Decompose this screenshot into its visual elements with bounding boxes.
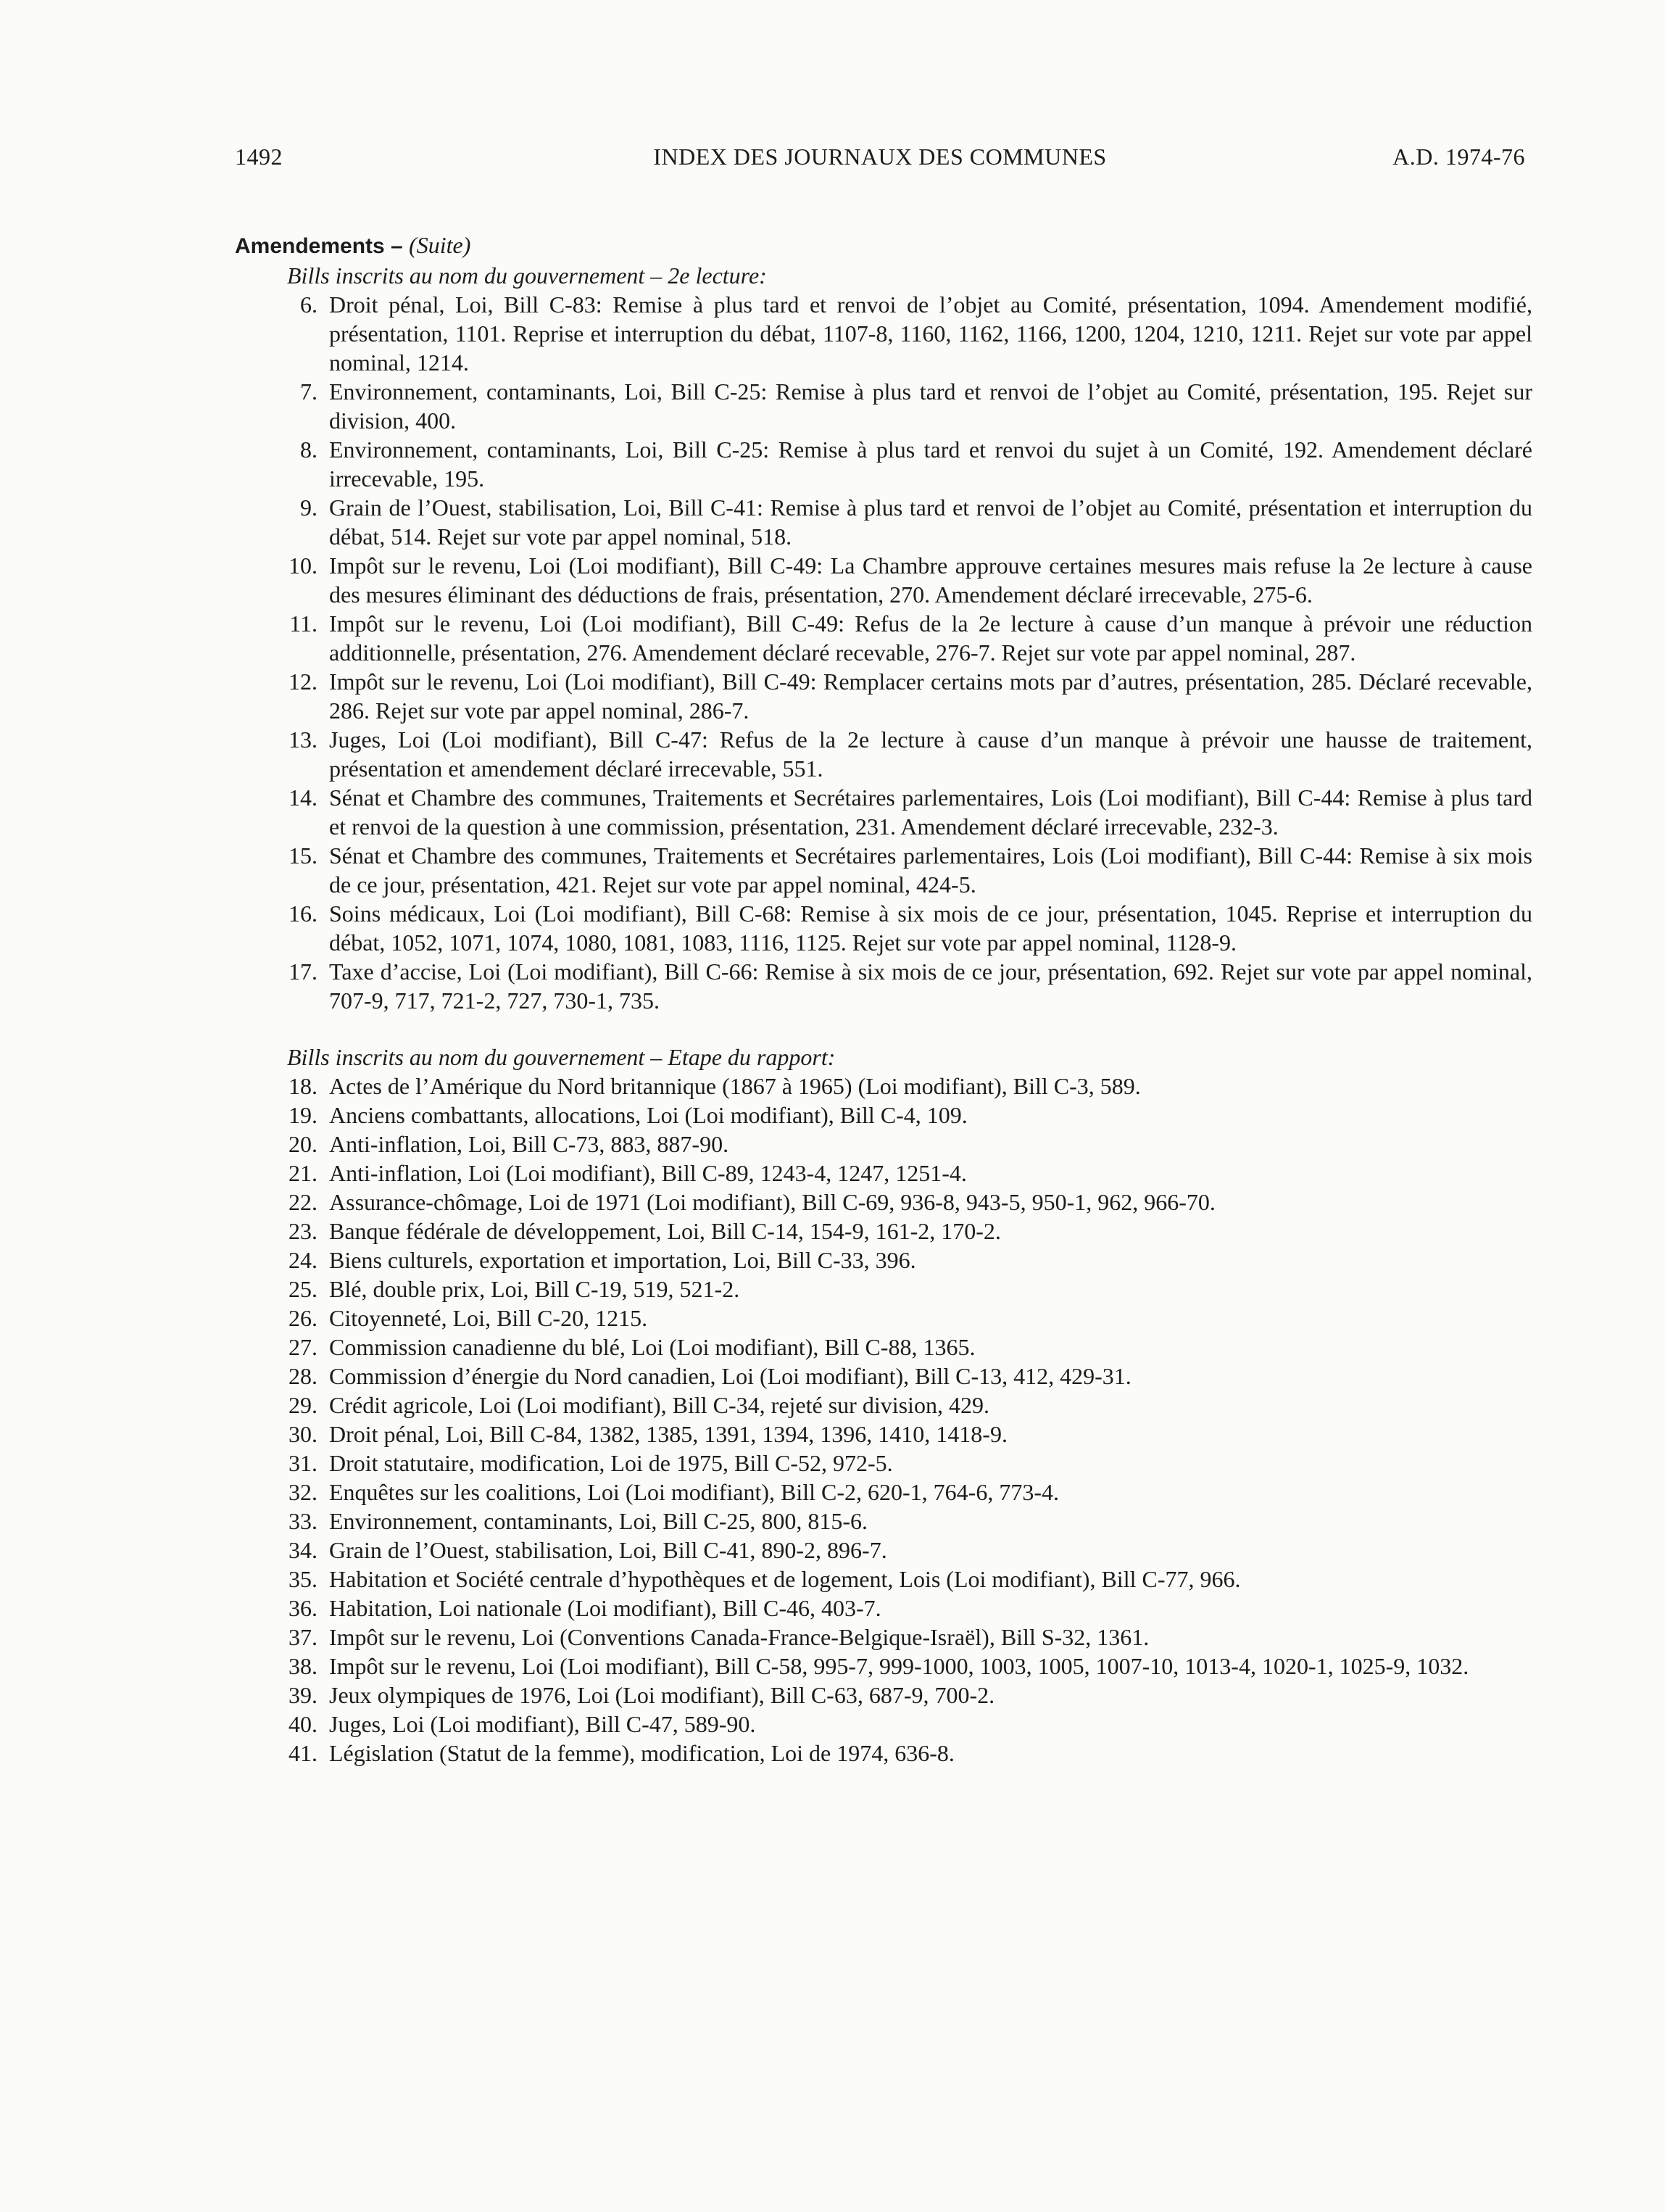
- index-item: [235, 899, 1532, 957]
- index-item: [235, 1739, 1532, 1768]
- index-item: [235, 1478, 1532, 1507]
- index-item: [235, 1536, 1532, 1565]
- index-item: [235, 1188, 1532, 1217]
- index-item-number: 17.: [288, 958, 317, 985]
- index-item-text: Jeux olympiques de 1976, Loi (Loi modifiant), Bill C-63, 687-9, 700-2.: [329, 1682, 995, 1708]
- index-item-text: Enquêtes sur les coalitions, Loi (Loi modifiant), Bill C-2, 620-1, 764-6, 773-4.: [329, 1479, 1059, 1505]
- index-item-number: 28.: [288, 1363, 317, 1389]
- index-item-text: Sénat et Chambre des communes, Traitements et Secrétaires parlementaires, Lois (Loi modifiant), Bill C-44: Remise à plus tard et renvoi de la question à une commission, présentation, 231. Amendement déclaré irrecevable, 232-3.: [329, 784, 1532, 840]
- index-item: [235, 493, 1532, 551]
- index-item-number: 25.: [288, 1276, 317, 1302]
- index-item-text: Commission d’énergie du Nord canadien, Loi (Loi modifiant), Bill C-13, 412, 429-31.: [329, 1363, 1132, 1389]
- index-item: [235, 1449, 1532, 1478]
- index-item: [235, 1362, 1532, 1391]
- index-item-number: 14.: [288, 784, 317, 811]
- index-item: [235, 377, 1532, 435]
- index-item-number: 20.: [288, 1131, 317, 1157]
- index-item: [235, 1565, 1532, 1594]
- report-stage-section: [235, 1043, 1532, 1768]
- index-item-number: 33.: [288, 1508, 317, 1534]
- index-item: [235, 290, 1532, 377]
- index-item-text: Législation (Statut de la femme), modification, Loi de 1974, 636-8.: [329, 1740, 955, 1766]
- index-item: [235, 435, 1532, 493]
- index-item-number: 13.: [288, 726, 317, 753]
- report-stage-subheading: Bills inscrits au nom du gouvernement – Etape du rapport:: [287, 1044, 836, 1070]
- index-item-text: Environnement, contaminants, Loi, Bill C-25: Remise à plus tard et renvoi du sujet à un Comité, 192. Amendement déclaré irrecevable, 195.: [329, 436, 1532, 492]
- index-item-number: 35.: [288, 1566, 317, 1592]
- index-item-text: Impôt sur le revenu, Loi (Loi modifiant), Bill C-49: Remplacer certains mots par d’autres, présentation, 285. Déclaré recevable, 286. Rejet sur vote par appel nominal, 286-7.: [329, 668, 1532, 724]
- index-item-number: 34.: [288, 1537, 317, 1563]
- entry-heading-dash: –: [384, 234, 410, 258]
- index-item-text: Impôt sur le revenu, Loi (Loi modifiant), Bill C-49: Refus de la 2e lecture à cause d’un manque à prévoir une réduction additionnelle, présentation, 276. Amendement déclaré recevable, 276-7. Rejet sur vote par appel nominal, 287.: [329, 610, 1532, 666]
- index-item: [235, 957, 1532, 1015]
- index-item-number: 38.: [288, 1653, 317, 1679]
- index-item: [235, 1304, 1532, 1333]
- index-item-number: 11.: [289, 610, 317, 637]
- index-item: [235, 1420, 1532, 1449]
- index-item-number: 10.: [288, 552, 317, 579]
- index-item: [235, 1681, 1532, 1710]
- index-item-number: 6.: [300, 291, 317, 318]
- index-item-text: Citoyenneté, Loi, Bill C-20, 1215.: [329, 1305, 648, 1331]
- index-item: [235, 1594, 1532, 1623]
- entry-heading-title: Amendements: [235, 234, 385, 258]
- index-item-text: Anti-inflation, Loi (Loi modifiant), Bill C-89, 1243-4, 1247, 1251-4.: [329, 1160, 967, 1186]
- index-item: [235, 551, 1532, 609]
- index-item: [235, 725, 1532, 783]
- running-title: INDEX DES JOURNAUX DES COMMUNES: [653, 144, 1107, 170]
- index-item-text: Biens culturels, exportation et importation, Loi, Bill C-33, 396.: [329, 1247, 916, 1273]
- index-item-number: 29.: [288, 1392, 317, 1418]
- index-item: [235, 667, 1532, 725]
- index-item-number: 27.: [288, 1334, 317, 1360]
- page-number: 1492: [235, 144, 283, 170]
- index-item-text: Environnement, contaminants, Loi, Bill C-25: Remise à plus tard et renvoi de l’objet au Comité, présentation, 195. Rejet sur division, 400.: [329, 378, 1532, 434]
- second-reading-list: [235, 290, 1532, 1015]
- index-item: [235, 1507, 1532, 1536]
- index-item-text: Assurance-chômage, Loi de 1971 (Loi modifiant), Bill C-69, 936-8, 943-5, 950-1, 962, 966-70.: [329, 1189, 1216, 1215]
- entry-heading: [235, 231, 1532, 261]
- entry-heading-suite: (Suite): [409, 232, 471, 258]
- page-header: [235, 144, 1525, 180]
- index-item-text: Impôt sur le revenu, Loi (Loi modifiant), Bill C-58, 995-7, 999-1000, 1003, 1005, 1007-10, 1013-4, 1020-1, 1025-9, 1032.: [329, 1653, 1469, 1679]
- index-item: [235, 1130, 1532, 1159]
- index-item-text: Habitation et Société centrale d’hypothèques et de logement, Lois (Loi modifiant), Bill C-77, 966.: [329, 1566, 1241, 1592]
- index-item-number: 31.: [288, 1450, 317, 1476]
- index-item-number: 15.: [288, 842, 317, 869]
- index-item: [235, 841, 1532, 899]
- index-item-number: 22.: [288, 1189, 317, 1215]
- index-item: [235, 1275, 1532, 1304]
- index-item-text: Droit statutaire, modification, Loi de 1975, Bill C-52, 972-5.: [329, 1450, 893, 1476]
- index-item-number: 32.: [288, 1479, 317, 1505]
- index-item-text: Impôt sur le revenu, Loi (Conventions Canada-France-Belgique-Israël), Bill S-32, 1361.: [329, 1624, 1150, 1650]
- index-item-number: 39.: [288, 1682, 317, 1708]
- index-item-text: Commission canadienne du blé, Loi (Loi modifiant), Bill C-88, 1365.: [329, 1334, 976, 1360]
- index-item-text: Banque fédérale de développement, Loi, Bill C-14, 154-9, 161-2, 170-2.: [329, 1218, 1001, 1244]
- second-reading-subheading: Bills inscrits au nom du gouvernement – 2e lecture:: [287, 262, 767, 289]
- index-item-text: Droit pénal, Loi, Bill C-83: Remise à plus tard et renvoi de l’objet au Comité, présentation, 1094. Amendement modifié, présentation, 1101. Reprise et interruption du débat, 1107-8, 1160, 1162, 1166, 1200, 1204, 1210, 1211. Rejet sur vote par appel nominal, 1214.: [329, 291, 1532, 376]
- index-item-number: 41.: [288, 1740, 317, 1766]
- index-item: [235, 1333, 1532, 1362]
- index-item-text: Sénat et Chambre des communes, Traitements et Secrétaires parlementaires, Lois (Loi modifiant), Bill C-44: Remise à six mois de ce jour, présentation, 421. Rejet sur vote par appel nominal, 424-5.: [329, 842, 1532, 898]
- index-item: [235, 1623, 1532, 1652]
- date-range: A.D. 1974-76: [1392, 144, 1525, 170]
- index-item: [235, 1246, 1532, 1275]
- index-item-text: Actes de l’Amérique du Nord britannique (1867 à 1965) (Loi modifiant), Bill C-3, 589.: [329, 1073, 1141, 1099]
- index-item-text: Crédit agricole, Loi (Loi modifiant), Bill C-34, rejeté sur division, 429.: [329, 1392, 989, 1418]
- report-stage-list: [235, 1072, 1532, 1768]
- index-item-text: Anti-inflation, Loi, Bill C-73, 883, 887-90.: [329, 1131, 729, 1157]
- index-item: [235, 1101, 1532, 1130]
- index-item-number: 21.: [288, 1160, 317, 1186]
- index-item-text: Juges, Loi (Loi modifiant), Bill C-47, 589-90.: [329, 1711, 756, 1737]
- index-item-number: 40.: [288, 1711, 317, 1737]
- index-content: [235, 231, 1532, 1768]
- index-item-number: 12.: [288, 668, 317, 695]
- index-item-text: Anciens combattants, allocations, Loi (Loi modifiant), Bill C-4, 109.: [329, 1102, 968, 1128]
- index-item-number: 9.: [300, 494, 317, 521]
- index-item: [235, 609, 1532, 667]
- index-item-text: Grain de l’Ouest, stabilisation, Loi, Bill C-41: Remise à plus tard et renvoi de l’objet au Comité, présentation et interruption du débat, 514. Rejet sur vote par appel nominal, 518.: [329, 494, 1532, 550]
- index-item-number: 23.: [288, 1218, 317, 1244]
- index-item-number: 16.: [288, 900, 317, 927]
- index-item-number: 30.: [288, 1421, 317, 1447]
- index-item-number: 19.: [288, 1102, 317, 1128]
- index-item-number: 36.: [288, 1595, 317, 1621]
- index-item-number: 37.: [288, 1624, 317, 1650]
- index-item: [235, 1159, 1532, 1188]
- index-item: [235, 783, 1532, 841]
- index-item-number: 8.: [300, 436, 317, 463]
- index-item-text: Soins médicaux, Loi (Loi modifiant), Bill C-68: Remise à six mois de ce jour, présentation, 1045. Reprise et interruption du débat, 1052, 1071, 1074, 1080, 1081, 1083, 1116, 1125. Rejet sur vote par appel nominal, 1128-9.: [329, 900, 1532, 956]
- index-item-number: 18.: [288, 1073, 317, 1099]
- index-item-number: 24.: [288, 1247, 317, 1273]
- index-item-number: 26.: [288, 1305, 317, 1331]
- index-item-text: Droit pénal, Loi, Bill C-84, 1382, 1385, 1391, 1394, 1396, 1410, 1418-9.: [329, 1421, 1008, 1447]
- index-item: [235, 1652, 1532, 1681]
- index-item-text: Environnement, contaminants, Loi, Bill C-25, 800, 815-6.: [329, 1508, 868, 1534]
- index-item-number: 7.: [300, 378, 317, 405]
- index-item-text: Taxe d’accise, Loi (Loi modifiant), Bill C-66: Remise à six mois de ce jour, présentation, 692. Rejet sur vote par appel nominal, 707-9, 717, 721-2, 727, 730-1, 735.: [329, 958, 1532, 1014]
- index-item-text: Habitation, Loi nationale (Loi modifiant), Bill C-46, 403-7.: [329, 1595, 881, 1621]
- index-item-text: Blé, double prix, Loi, Bill C-19, 519, 521-2.: [329, 1276, 740, 1302]
- index-item: [235, 1072, 1532, 1101]
- index-item: [235, 1217, 1532, 1246]
- index-item-text: Impôt sur le revenu, Loi (Loi modifiant), Bill C-49: La Chambre approuve certaines mesures mais refuse la 2e lecture à cause des mesures éliminant des déductions de frais, présentation, 270. Amendement déclaré irrecevable, 275-6.: [329, 552, 1532, 608]
- index-item: [235, 1391, 1532, 1420]
- second-reading-section: [235, 261, 1532, 1015]
- index-item-text: Juges, Loi (Loi modifiant), Bill C-47: Refus de la 2e lecture à cause d’un manque à prévoir une hausse de traitement, présentation et amendement déclaré irrecevable, 551.: [329, 726, 1532, 782]
- index-item: [235, 1710, 1532, 1739]
- index-item-text: Grain de l’Ouest, stabilisation, Loi, Bill C-41, 890-2, 896-7.: [329, 1537, 887, 1563]
